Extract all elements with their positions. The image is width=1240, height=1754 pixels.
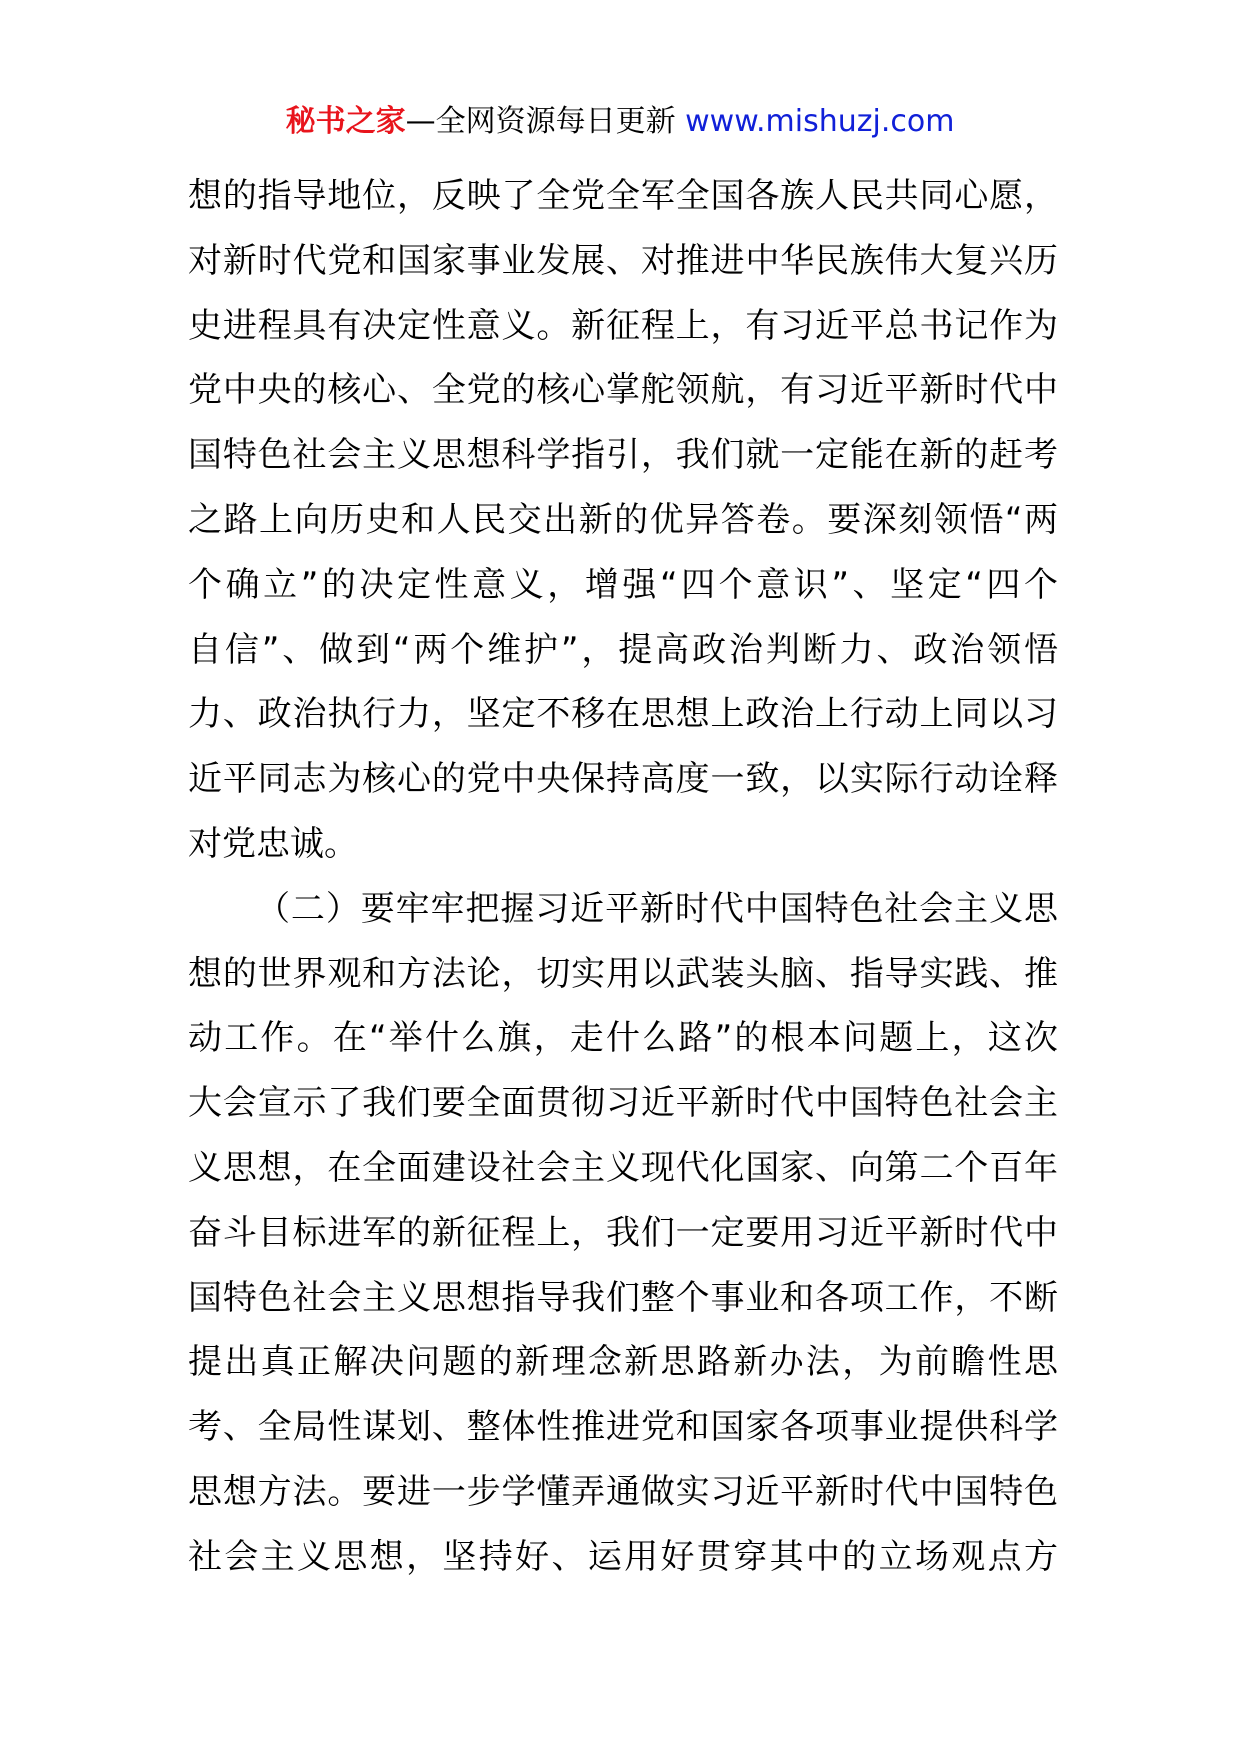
- text-line: 国特色社会主义思想指导我们整个事业和各项工作，不断: [188, 1277, 1058, 1318]
- paragraph: [188, 164, 1058, 877]
- document-body: [188, 164, 1058, 1590]
- text-line: （二）要牢牢把握习近平新时代中国特色社会主义思: [256, 888, 1058, 929]
- text-line: 对新时代党和国家事业发展、对推进中华民族伟大复兴历: [188, 240, 1058, 281]
- text-line: 提出真正解决问题的新理念新思路新办法，为前瞻性思: [188, 1342, 1058, 1383]
- text-line: 社会主义思想，坚持好、运用好贯穿其中的立场观点方: [188, 1536, 1058, 1577]
- text-line: 思想方法。要进一步学懂弄通做实习近平新时代中国特色: [188, 1471, 1058, 1512]
- text-line: 对党忠诚。: [188, 823, 358, 864]
- site-url-link[interactable]: www.mishuzj.com: [685, 104, 955, 139]
- text-line: 党中央的核心、全党的核心掌舵领航，有习近平新时代中: [188, 370, 1058, 411]
- text-line: 近平同志为核心的党中央保持高度一致，以实际行动诠释: [188, 759, 1058, 800]
- text-line: 想的世界观和方法论，切实用以武装头脑、指导实践、推: [188, 953, 1058, 994]
- site-brand: 秘书之家: [285, 104, 406, 139]
- text-line: 奋斗目标进军的新征程上，我们一定要用习近平新时代中: [188, 1212, 1058, 1253]
- text-line: 力、政治执行力，坚定不移在思想上政治上行动上同以习: [188, 694, 1058, 735]
- text-line: 史进程具有决定性意义。新征程上，有习近平总书记作为: [188, 305, 1058, 346]
- text-line: 考、全局性谋划、整体性推进党和国家各项事业提供科学: [188, 1407, 1058, 1448]
- text-line: 想的指导地位，反映了全党全军全国各族人民共同心愿，: [188, 176, 1058, 216]
- page-header: [0, 100, 1240, 144]
- text-line: 之路上向历史和人民交出新的优异答卷。要深刻领悟“两: [188, 499, 1058, 540]
- text-line: 个确立”的决定性意义，增强“四个意识”、坚定“四个: [188, 564, 1058, 605]
- text-line: 自信”、做到“两个维护”，提高政治判断力、政治领悟: [188, 629, 1058, 670]
- text-line: 动工作。在“举什么旗，走什么路”的根本问题上，这次: [188, 1018, 1058, 1059]
- text-line: 义思想，在全面建设社会主义现代化国家、向第二个百年: [188, 1147, 1058, 1188]
- site-tagline: —全网资源每日更新: [405, 104, 676, 139]
- text-line: 大会宣示了我们要全面贯彻习近平新时代中国特色社会主: [188, 1083, 1058, 1124]
- paragraph: [188, 877, 1058, 1590]
- text-line: 国特色社会主义思想科学指引，我们就一定能在新的赶考: [188, 435, 1058, 476]
